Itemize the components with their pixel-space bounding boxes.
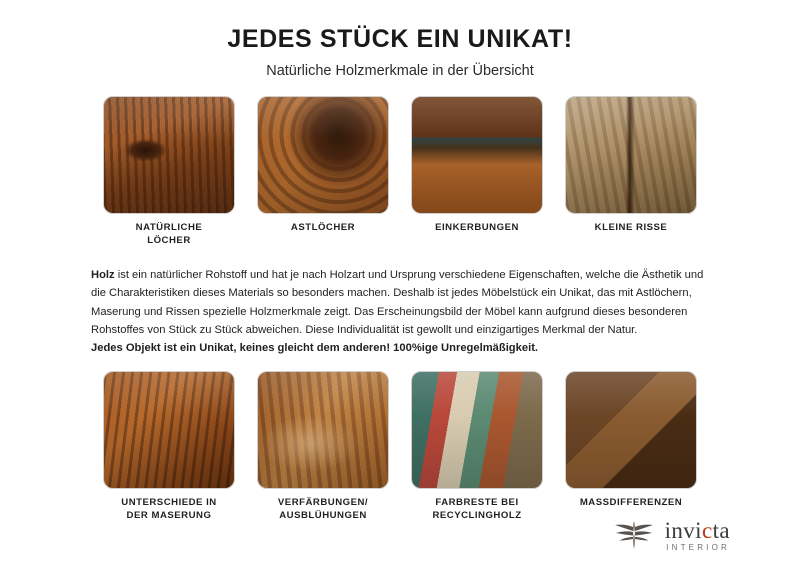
brand-logo — [611, 518, 730, 552]
brand-wordmark — [665, 519, 730, 552]
wood-recycled-paint-photo — [411, 371, 543, 489]
brand-name-accent: c — [701, 517, 713, 543]
feature-tile — [257, 371, 389, 523]
wings-icon — [611, 518, 657, 552]
brand-name-part2: ta — [712, 517, 730, 543]
feature-tile — [411, 371, 543, 523]
feature-tile — [411, 96, 543, 248]
wood-hole-photo — [103, 96, 235, 214]
feature-caption: ASTLÖCHER — [290, 222, 356, 234]
description-paragraph: ist ein natürlicher Rohstoff und hat je nach Holzart und Ursprung verschiedene Eigenschaften, welche die Ästhetik und die Charakteristiken dieses Materials so besonders machen. Deshalb ist jedes Möbelstück ein Unikat, das mit Astlöchern, Maserung und Rissen spezielle Holzmerkmale zeigt. Das Erscheinungsbild der Möbel kann aufgrund dieses besonderen Rohstoffes von Stück zu Stück abweichen. Diese Individualität ist gewollt und einzigartiges Merkmal der Natur. — [91, 269, 704, 336]
description-lead: Holz — [91, 269, 115, 282]
feature-caption: NATÜRLICHE LÖCHER — [135, 222, 203, 247]
page-subtitle: Natürliche Holzmerkmale in der Übersicht — [266, 63, 534, 79]
wood-grain-photo — [103, 371, 235, 489]
feature-grid-row-2 — [0, 371, 800, 523]
poster-header — [0, 0, 800, 80]
feature-caption: KLEINE RISSE — [594, 222, 668, 234]
brand-name-part1: invi — [664, 517, 702, 543]
feature-caption: UNTERSCHIEDE IN DER MASERUNG — [121, 496, 217, 521]
wood-crack-photo — [565, 96, 697, 214]
brand-subtitle: INTERIOR — [666, 542, 730, 552]
wood-notch-photo — [411, 96, 543, 214]
feature-caption: VERFÄRBUNGEN/ AUSBLÜHUNGEN — [277, 496, 369, 521]
wood-knot-photo — [257, 96, 389, 214]
feature-tile — [103, 96, 235, 248]
feature-caption: MASSDIFFERENZEN — [579, 496, 683, 508]
feature-caption: EINKERBUNGEN — [435, 222, 519, 234]
page-title: JEDES STÜCK EIN UNIKAT! — [227, 25, 573, 53]
wood-discoloration-photo — [257, 371, 389, 489]
feature-tile — [565, 371, 697, 523]
feature-tile — [103, 371, 235, 523]
feature-tile — [565, 96, 697, 248]
wood-dimension-photo — [565, 371, 697, 489]
description-closing: Jedes Objekt ist ein Unikat, keines gleicht dem anderen! 100%ige Unregelmäßigkeit. — [91, 341, 539, 354]
description-text — [91, 266, 709, 357]
feature-grid-row-1 — [0, 96, 800, 248]
feature-tile — [257, 96, 389, 248]
feature-caption: FARBRESTE BEI RECYCLINGHOLZ — [432, 496, 522, 521]
brand-name — [665, 519, 730, 542]
